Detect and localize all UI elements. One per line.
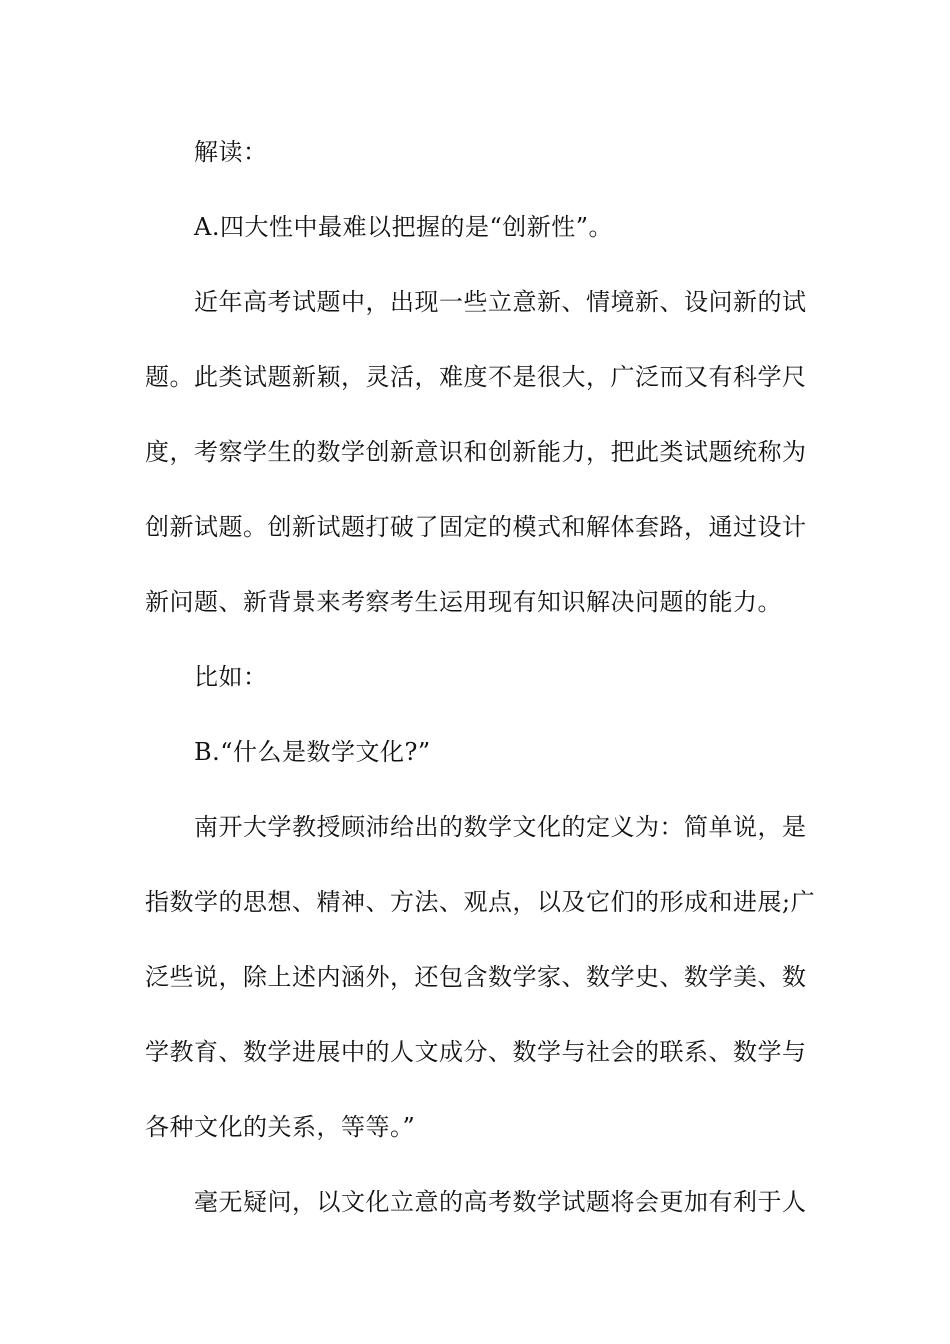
paragraph-line: 南开大学教授顾沛给出的数学文化的定义为：简单说，是 (194, 813, 807, 841)
paragraph-line: 毫无疑问，以文化立意的高考数学试题将会更加有利于人 (194, 1188, 807, 1216)
paragraph-line: 各种文化的关系，等等。” (145, 1113, 416, 1141)
paragraph-line: 创新试题。创新试题打破了固定的模式和解体套路，通过设计 (145, 513, 807, 541)
paragraph-line: 泛些说，除上述内涵外，还包含数学家、数学史、数学美、数 (145, 963, 807, 991)
paragraph-line: 指数学的思想、精神、方法、观点，以及它们的形成和进展;广 (145, 888, 816, 916)
paragraph-line: 新问题、新背景来考察考生运用现有知识解决问题的能力。 (145, 588, 782, 616)
paragraph-line: 度，考察学生的数学创新意识和创新能力，把此类试题统称为 (145, 438, 807, 466)
point-a-line: A.四大性中最难以把握的是“创新性”。 (194, 213, 613, 241)
example-label: 比如： (194, 663, 268, 691)
paragraph-line: 学教育、数学进展中的人文成分、数学与社会的联系、数学与 (145, 1038, 807, 1066)
point-b-line: B.“什么是数学文化?” (194, 738, 431, 766)
paragraph-line: 近年高考试题中，出现一些立意新、情境新、设问新的试 (194, 288, 807, 316)
heading-interpretation: 解读： (194, 138, 268, 166)
paragraph-line: 题。此类试题新颖，灵活，难度不是很大，广泛而又有科学尺 (145, 363, 807, 391)
